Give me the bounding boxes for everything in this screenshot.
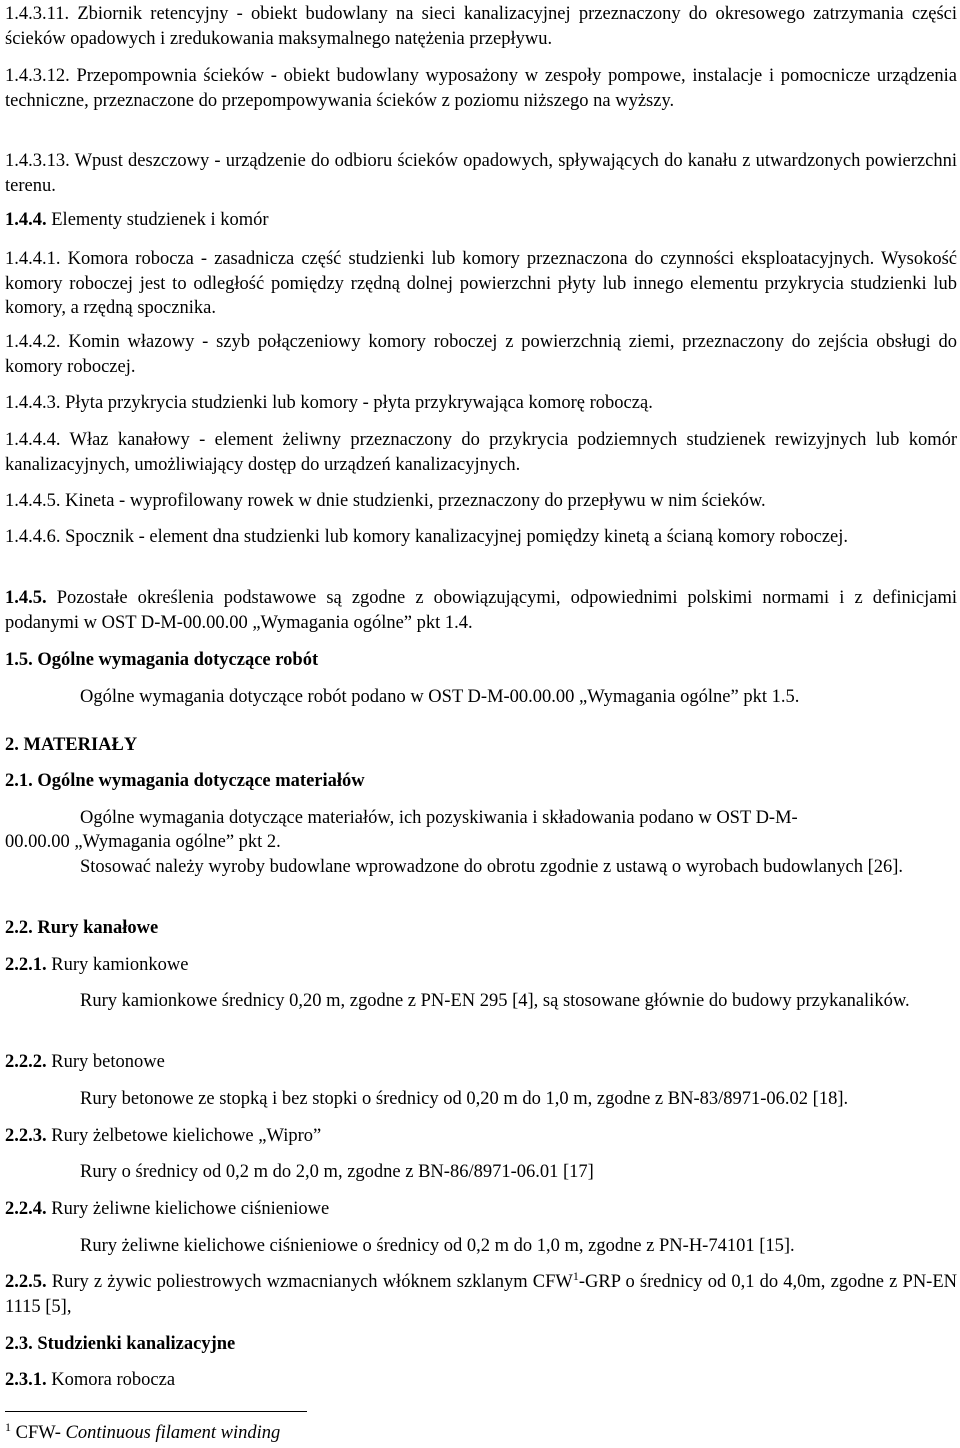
footnote-text: Continuous filament winding bbox=[65, 1423, 281, 1443]
section-number: 1.4.4.1. bbox=[5, 249, 61, 269]
paragraph-2-2-2: Rury betonowe ze stopką i bez stopki o średnicy od 0,20 m do 1,0 m, zgodne z BN-83/8971-06.02 [18]. bbox=[80, 1089, 849, 1109]
section-1-4-4 bbox=[5, 208, 957, 233]
section-number: 1.4.5. bbox=[5, 588, 47, 608]
paragraph-1-5: Ogólne wymagania dotyczące robót podano w OST D-M-00.00.00 „Wymagania ogólne” pkt 1.5. bbox=[80, 687, 800, 707]
heading-2-3-1 bbox=[5, 1368, 957, 1393]
heading-2-2 bbox=[5, 916, 957, 941]
footnote-separator bbox=[5, 1411, 307, 1412]
paragraph-2-1-line-1: Ogólne wymagania dotyczące materiałów, ich pozyskiwania i składowania podano w OST D-M- bbox=[80, 808, 798, 828]
paragraph-2-2-3: Rury o średnicy od 0,2 m do 2,0 m, zgodne z BN-86/8971-06.01 [17] bbox=[80, 1162, 594, 1182]
section-title: Ogólne wymagania dotyczące robót bbox=[37, 650, 319, 670]
section-title: MATERIAŁY bbox=[23, 735, 138, 755]
paragraph-2-1-second: Stosować należy wyroby budowlane wprowadzone do obrotu zgodnie z ustawą o wyrobach budowlanych [26]. bbox=[80, 857, 904, 877]
section-number: 2.3. bbox=[5, 1334, 33, 1354]
section-1-4-3-13 bbox=[5, 149, 957, 198]
footnote-mark: 1 bbox=[5, 1419, 11, 1434]
heading-2-3 bbox=[5, 1332, 957, 1357]
section-title: Komora robocza bbox=[51, 1370, 176, 1390]
heading-2 bbox=[5, 733, 957, 758]
section-text-continued: -GRP o średnicy od 0,1 do 4,0m, zgodne z PN-EN 1115 [5], bbox=[5, 1272, 958, 1317]
section-1-4-5 bbox=[5, 586, 957, 635]
section-1-4-4-6 bbox=[5, 525, 957, 550]
footnote bbox=[5, 1421, 280, 1446]
section-text: Kineta - wyprofilowany rowek w dnie studzienki, przeznaczony do przepływu w nim ścieków. bbox=[65, 491, 766, 511]
section-number: 1.4.4.2. bbox=[5, 332, 61, 352]
section-2-2-5 bbox=[5, 1270, 957, 1319]
section-number: 1.4.4. bbox=[5, 210, 47, 230]
section-1-4-4-3 bbox=[5, 391, 957, 416]
section-number: 1.4.4.3. bbox=[5, 393, 61, 413]
section-number: 1.4.4.5. bbox=[5, 491, 61, 511]
section-text: Komin włazowy - szyb połączeniowy komory roboczej z powierzchnią ziemi, przeznaczony do zejścia obsługi do komory roboczej. bbox=[5, 332, 957, 377]
section-1-4-3-12 bbox=[5, 64, 957, 113]
section-title: Elementy studzienek i komór bbox=[51, 210, 269, 230]
section-text: Właz kanałowy - element żeliwny przeznaczony do przykrycia podziemnych studzienek rewizyjnych lub komór kanalizacyjnych, umożliwiający dostęp do urządzeń kanalizacyjnych. bbox=[5, 430, 957, 475]
heading-2-2-1 bbox=[5, 953, 957, 978]
section-text: Przepompownia ścieków - obiekt budowlany wyposażony w zespoły pompowe, instalacje i pomocnicze urządzenia techniczne, przeznaczone do przepompowywania ścieków z poziomu niższego na wyższy. bbox=[5, 66, 958, 111]
section-text: Wpust deszczowy - urządzenie do odbioru ścieków opadowych, spływających do kanału z utwardzonych powierzchni terenu. bbox=[5, 151, 957, 196]
footnote-reference[interactable]: 1 bbox=[572, 1268, 579, 1283]
section-number: 2.2. bbox=[5, 918, 33, 938]
section-1-4-3-11 bbox=[5, 2, 957, 51]
heading-1-5 bbox=[5, 648, 957, 673]
section-number: 2.3.1. bbox=[5, 1370, 47, 1390]
section-title: Rury kanałowe bbox=[37, 918, 159, 938]
section-text: Spocznik - element dna studzienki lub komory kanalizacyjnej pomiędzy kinetą a ścianą komory roboczej. bbox=[65, 527, 849, 547]
section-number: 2.2.4. bbox=[5, 1199, 47, 1219]
section-text: Płyta przykrycia studzienki lub komory - płyta przykrywająca komorę roboczą. bbox=[65, 393, 653, 413]
section-title: Rury żeliwne kielichowe ciśnieniowe bbox=[51, 1199, 330, 1219]
section-number: 1.4.3.11. bbox=[5, 4, 70, 24]
heading-2-2-3 bbox=[5, 1124, 957, 1149]
section-title: Rury betonowe bbox=[51, 1052, 165, 1072]
section-number: 1.4.4.6. bbox=[5, 527, 61, 547]
section-text: Zbiornik retencyjny - obiekt budowlany na sieci kanalizacyjnej przeznaczony do okresowego zatrzymania części ścieków opadowych i zredukowania maksymalnego natężenia przepływu. bbox=[5, 4, 957, 49]
section-number: 2.2.5. bbox=[5, 1272, 47, 1292]
section-number: 1.5. bbox=[5, 650, 33, 670]
section-1-4-4-4 bbox=[5, 428, 957, 477]
section-title: Rury kamionkowe bbox=[51, 955, 189, 975]
footnote-label: CFW- bbox=[15, 1423, 61, 1443]
section-number: 1.4.3.13. bbox=[5, 151, 70, 171]
heading-2-2-2 bbox=[5, 1050, 957, 1075]
paragraph-2-2-1: Rury kamionkowe średnicy 0,20 m, zgodne z PN-EN 295 [4], są stosowane głównie do budowy przykanalików. bbox=[80, 991, 910, 1011]
section-1-4-4-1 bbox=[5, 247, 957, 321]
section-1-4-4-5 bbox=[5, 489, 957, 514]
section-number: 2.2.1. bbox=[5, 955, 47, 975]
section-title: Studzienki kanalizacyjne bbox=[37, 1334, 236, 1354]
section-number: 2. bbox=[5, 735, 19, 755]
section-title: Rury żelbetowe kielichowe „Wipro” bbox=[51, 1126, 322, 1146]
section-number: 1.4.4.4. bbox=[5, 430, 61, 450]
heading-2-2-4 bbox=[5, 1197, 957, 1222]
paragraph-2-1-line-2: 00.00.00 „Wymagania ogólne” pkt 2. bbox=[5, 832, 281, 852]
section-text: Rury z żywic poliestrowych wzmacnianych włóknem szklanym CFW bbox=[51, 1272, 573, 1292]
section-number: 2.2.3. bbox=[5, 1126, 47, 1146]
heading-2-1 bbox=[5, 769, 957, 794]
section-number: 1.4.3.12. bbox=[5, 66, 70, 86]
section-title: Ogólne wymagania dotyczące materiałów bbox=[37, 771, 365, 791]
section-text: Komora robocza - zasadnicza część studzienki lub komory przeznaczona do czynności eksploatacyjnych. Wysokość komory roboczej jest to odległość pomiędzy rzędną dolnej powierzchni płyty lub innego elementu przykrycia studzienki lub komory, a rzędną spocznika. bbox=[5, 249, 957, 318]
paragraph-2-2-4: Rury żeliwne kielichowe ciśnieniowe o średnicy od 0,2 m do 1,0 m, zgodne z PN-H-74101 [15]. bbox=[80, 1236, 795, 1256]
section-number: 2.1. bbox=[5, 771, 33, 791]
section-number: 2.2.2. bbox=[5, 1052, 47, 1072]
section-text: Pozostałe określenia podstawowe są zgodne z obowiązującymi, odpowiednimi polskimi normami i z definicjami podanymi w OST D-M-00.00.00 „Wymagania ogólne” pkt 1.4. bbox=[5, 588, 957, 633]
section-1-4-4-2 bbox=[5, 330, 957, 379]
